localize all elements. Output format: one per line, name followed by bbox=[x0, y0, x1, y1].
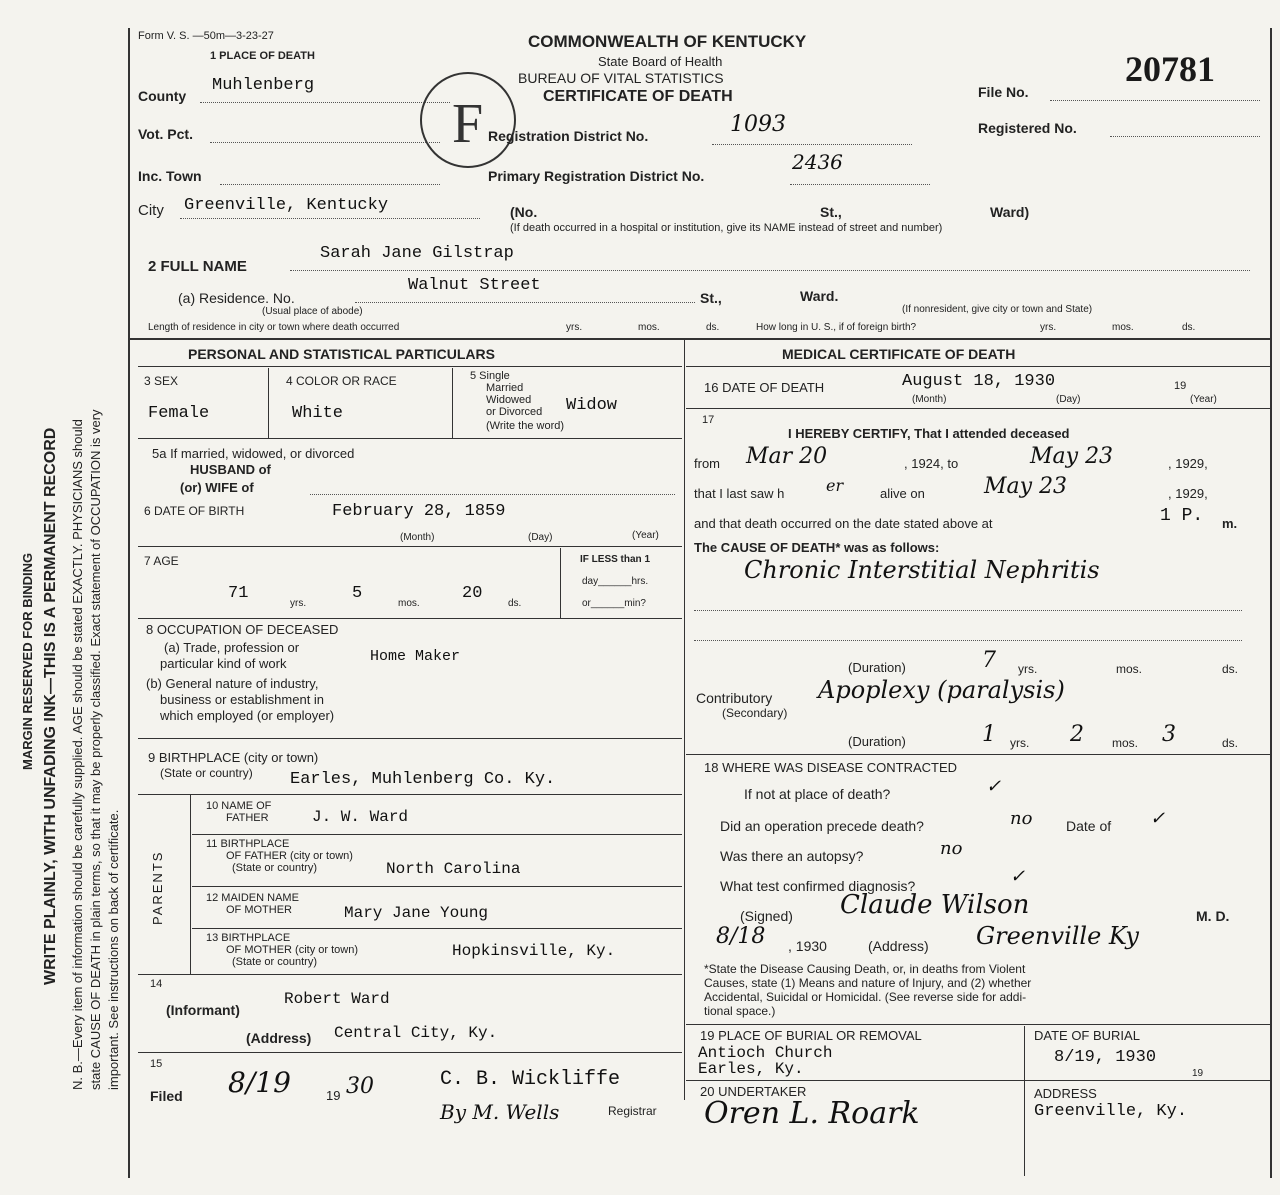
inc-town-label: Inc. Town bbox=[138, 168, 202, 184]
length-yrs: yrs. bbox=[566, 322, 583, 333]
father-label-2: FATHER bbox=[226, 812, 269, 824]
medical-heading: MEDICAL CERTIFICATE OF DEATH bbox=[782, 346, 1016, 362]
occupation-b1: (b) General nature of industry, bbox=[146, 676, 319, 691]
dob-year: (Year) bbox=[632, 530, 659, 541]
undertaker-address-value: Greenville, Ky. bbox=[1034, 1102, 1188, 1121]
day-hrs-label: day______hrs. bbox=[582, 576, 649, 587]
occurred-text: and that death occurred on the date stated above at bbox=[694, 516, 993, 531]
to-date-value: May 23 bbox=[1030, 444, 1114, 469]
to-year: , 1929, bbox=[1168, 456, 1208, 471]
length-ds: ds. bbox=[706, 322, 720, 333]
duration-2-label: (Duration) bbox=[848, 734, 906, 749]
margin-nb-line-1: N. B.—Every item of information should be carefully supplied. AGE should be stated EXACTLY. PHYSICIANS should bbox=[70, 419, 85, 1090]
burial-date-value: 8/19, 1930 bbox=[1054, 1048, 1157, 1067]
bureau-title: BUREAU OF VITAL STATISTICS bbox=[518, 70, 724, 86]
date-of-value: ✓ bbox=[1150, 808, 1166, 829]
father-name-value: J. W. Ward bbox=[312, 808, 409, 826]
sign-year: , 1930 bbox=[788, 938, 827, 954]
full-name-value: Sarah Jane Gilstrap bbox=[320, 244, 514, 263]
mother-name-value: Mary Jane Young bbox=[344, 904, 489, 922]
physician-address-value: Greenville Ky bbox=[976, 922, 1139, 950]
primary-reg-district-value: 2436 bbox=[792, 150, 843, 174]
marital-widowed: Widowed bbox=[486, 394, 532, 406]
file-no-label: File No. bbox=[978, 84, 1029, 100]
age-yrs-unit: yrs. bbox=[290, 598, 307, 609]
from-year: , 1924, to bbox=[904, 456, 959, 471]
contributory-value: Apoplexy (paralysis) bbox=[818, 676, 1065, 704]
registrar-by: By M. Wells bbox=[440, 1100, 560, 1124]
city-value: Greenville, Kentucky bbox=[184, 196, 389, 215]
duration-2-mos: mos. bbox=[1112, 736, 1139, 750]
last-saw-date-value: May 23 bbox=[984, 474, 1068, 499]
burial-place-value-2: Earles, Ky. bbox=[698, 1060, 804, 1078]
dob-label: 6 DATE OF BIRTH bbox=[144, 504, 245, 518]
age-months-value: 5 bbox=[352, 584, 363, 603]
father-bp-label-2: OF FATHER (city or town) bbox=[226, 850, 353, 862]
autopsy-value: no bbox=[940, 838, 963, 859]
contracted-label: 18 WHERE WAS DISEASE CONTRACTED bbox=[704, 760, 958, 775]
birthplace-value: Earles, Muhlenberg Co. Ky. bbox=[290, 770, 556, 789]
sex-label: 3 SEX bbox=[144, 374, 179, 388]
reg-district-value: 1093 bbox=[730, 112, 786, 137]
burial-19: 19 bbox=[1192, 1068, 1204, 1079]
dod-year: (Year) bbox=[1190, 394, 1217, 405]
marital-divorced: or Divorced bbox=[486, 406, 543, 418]
autopsy-label: Was there an autopsy? bbox=[720, 848, 864, 864]
occupation-a2: particular kind of work bbox=[160, 656, 287, 671]
father-bp-label-1: 11 BIRTHPLACE bbox=[206, 838, 290, 850]
mother-bp-label-3: (State or country) bbox=[232, 956, 317, 968]
registrar-label: Registrar bbox=[608, 1104, 657, 1118]
dod-day: (Day) bbox=[1056, 394, 1081, 405]
cause-label: The CAUSE OF DEATH* was as follows: bbox=[694, 540, 940, 555]
informant-value: Robert Ward bbox=[284, 990, 390, 1008]
city-label: City bbox=[138, 202, 164, 219]
marital-write-word: (Write the word) bbox=[486, 420, 565, 432]
dob-month: (Month) bbox=[400, 532, 435, 543]
spouse-label-3: (or) WIFE of bbox=[180, 480, 254, 495]
date-of-label: Date of bbox=[1066, 818, 1112, 834]
ward-label: Ward) bbox=[990, 204, 1030, 220]
age-label: 7 AGE bbox=[144, 554, 179, 568]
dod-19: 19 bbox=[1174, 380, 1187, 392]
mother-bp-label-1: 13 BIRTHPLACE bbox=[206, 932, 291, 944]
mother-birthplace-value: Hopkinsville, Ky. bbox=[452, 942, 616, 960]
dob-value: February 28, 1859 bbox=[332, 502, 506, 521]
age-mos-unit: mos. bbox=[398, 598, 420, 609]
filed-19: 19 bbox=[326, 1088, 341, 1103]
less-than-label: IF LESS than 1 bbox=[580, 554, 651, 565]
signed-label: (Signed) bbox=[740, 908, 793, 924]
mother-label-2: OF MOTHER bbox=[226, 904, 292, 916]
duration-2-yrs: yrs. bbox=[1010, 736, 1030, 750]
duration-1-yrs: yrs. bbox=[1018, 662, 1038, 676]
hospital-note: (If death occurred in a hospital or institution, give its NAME instead of street and number) bbox=[510, 222, 943, 234]
time-m: m. bbox=[1222, 516, 1238, 531]
duration-1-mos: mos. bbox=[1116, 662, 1143, 676]
informant-address-value: Central City, Ky. bbox=[334, 1024, 498, 1042]
test-value: ✓ bbox=[1010, 866, 1026, 887]
occupation-b2: business or establishment in bbox=[160, 692, 325, 707]
residence-ward-label: Ward. bbox=[800, 288, 839, 304]
father-label-1: 10 NAME OF bbox=[206, 800, 272, 812]
us-mos: mos. bbox=[1112, 322, 1134, 333]
board-title: State Board of Health bbox=[598, 54, 723, 69]
duration-1-years-value: 7 bbox=[982, 648, 996, 673]
spouse-label-2: HUSBAND of bbox=[190, 462, 271, 477]
father-bp-label-3: (State or country) bbox=[232, 862, 317, 874]
cert-num-17: 17 bbox=[702, 414, 715, 426]
occupation-value: Home Maker bbox=[370, 648, 461, 665]
burial-date-label: DATE OF BURIAL bbox=[1034, 1028, 1140, 1043]
certificate-title: CERTIFICATE OF DEATH bbox=[543, 88, 733, 105]
county-value: Muhlenberg bbox=[212, 76, 315, 95]
not-at-place-label: If not at place of death? bbox=[744, 786, 891, 802]
dod-month: (Month) bbox=[912, 394, 947, 405]
age-years-value: 71 bbox=[228, 584, 249, 603]
registered-no-label: Registered No. bbox=[978, 120, 1077, 136]
last-saw-year: , 1929, bbox=[1168, 486, 1208, 501]
occupation-a1: (a) Trade, profession or bbox=[164, 640, 300, 655]
spouse-label-1: 5a If married, widowed, or divorced bbox=[152, 446, 355, 461]
primary-reg-district-label: Primary Registration District No. bbox=[488, 168, 705, 184]
note-line-1: *State the Disease Causing Death, or, in deaths from Violent bbox=[704, 962, 1026, 976]
marital-value: Widow bbox=[566, 396, 618, 415]
color-value: White bbox=[292, 404, 344, 423]
duration-1-label: (Duration) bbox=[848, 660, 906, 675]
burial-place-value-1: Antioch Church bbox=[698, 1044, 833, 1062]
birthplace-state-label: (State or country) bbox=[160, 766, 253, 780]
filed-year-value: 30 bbox=[346, 1074, 374, 1099]
full-name-label: 2 FULL NAME bbox=[148, 258, 247, 275]
duration-2-ds: ds. bbox=[1222, 736, 1239, 750]
physician-signature: Claude Wilson bbox=[840, 890, 1030, 920]
no-label: (No. bbox=[510, 204, 538, 220]
cause-value: Chronic Interstitial Nephritis bbox=[744, 556, 1100, 584]
marital-single: 5 Single bbox=[470, 370, 510, 382]
from-label: from bbox=[694, 456, 720, 471]
note-line-2: Causes, state (1) Means and nature of Injury, and (2) whether bbox=[704, 976, 1032, 990]
marital-married: Married bbox=[486, 382, 524, 394]
informant-address-label: (Address) bbox=[246, 1030, 312, 1046]
residence-value: Walnut Street bbox=[408, 276, 541, 295]
age-ds-unit: ds. bbox=[508, 598, 522, 609]
dob-day: (Day) bbox=[528, 532, 553, 543]
test-label: What test confirmed diagnosis? bbox=[720, 878, 916, 894]
color-label: 4 COLOR OR RACE bbox=[286, 374, 397, 388]
occupation-label: 8 OCCUPATION OF DECEASED bbox=[146, 622, 339, 637]
st-label: St., bbox=[820, 204, 842, 220]
us-yrs: yrs. bbox=[1040, 322, 1057, 333]
last-saw-er: er bbox=[826, 476, 844, 495]
alive-on-label: alive on bbox=[880, 486, 925, 501]
last-saw-label: that I last saw h bbox=[694, 486, 785, 501]
operation-label: Did an operation precede death? bbox=[720, 818, 924, 834]
usual-place-note: (Usual place of abode) bbox=[262, 306, 363, 317]
secondary-label: (Secondary) bbox=[722, 706, 788, 720]
margin-reserved-text: MARGIN RESERVED FOR BINDING bbox=[20, 552, 35, 770]
age-days-value: 20 bbox=[462, 584, 483, 603]
county-label: County bbox=[138, 88, 187, 104]
us-ds: ds. bbox=[1182, 322, 1196, 333]
certify-text: I HEREBY CERTIFY, That I attended deceased bbox=[788, 426, 1070, 441]
how-long-label: How long in U. S., if of foreign birth? bbox=[756, 322, 917, 333]
filed-num: 15 bbox=[150, 1058, 163, 1070]
undertaker-label: 20 UNDERTAKER bbox=[700, 1084, 807, 1099]
form-id: Form V. S. —50m—3-23-27 bbox=[138, 30, 274, 42]
residence-label: (a) Residence. No. bbox=[178, 290, 295, 306]
time-value: 1 P. bbox=[1160, 506, 1204, 526]
sign-date-value: 8/18 bbox=[716, 924, 766, 949]
margin-nb-line-2: state CAUSE OF DEATH in plain terms, so that it may be properly classified. Exact statement of OCCUPATION is very bbox=[88, 409, 103, 1090]
note-line-3: Accidental, Suicidal or Homicidal. (See reverse side for addi- bbox=[704, 990, 1027, 1004]
mother-bp-label-2: OF MOTHER (city or town) bbox=[226, 944, 359, 956]
duration-1-ds: ds. bbox=[1222, 662, 1239, 676]
residence-st-label: St., bbox=[700, 290, 722, 306]
from-date-value: Mar 20 bbox=[746, 444, 828, 469]
contributory-label: Contributory bbox=[696, 690, 773, 706]
registrar-signature: C. B. Wickliffe bbox=[440, 1068, 621, 1091]
duration-2-years-value: 1 bbox=[982, 722, 996, 747]
or-min-label: or______min? bbox=[582, 598, 646, 609]
place-of-death-label: 1 PLACE OF DEATH bbox=[210, 50, 315, 62]
dod-label: 16 DATE OF DEATH bbox=[704, 380, 825, 395]
length-residence-label: Length of residence in city or town where death occurred bbox=[148, 322, 400, 333]
sex-value: Female bbox=[148, 404, 210, 423]
birthplace-label: 9 BIRTHPLACE (city or town) bbox=[148, 750, 319, 765]
parents-label: PARENTS bbox=[150, 850, 165, 925]
stamp-letter: F bbox=[452, 93, 484, 155]
mother-label-1: 12 MAIDEN NAME bbox=[206, 892, 299, 904]
note-line-4: tional space.) bbox=[704, 1004, 776, 1018]
not-at-place-value: ✓ bbox=[986, 776, 1002, 797]
informant-num: 14 bbox=[150, 978, 163, 990]
duration-2-months-value: 2 bbox=[1070, 722, 1084, 747]
informant-label: (Informant) bbox=[166, 1002, 240, 1018]
occupation-b3: which employed (or employer) bbox=[160, 708, 335, 723]
undertaker-signature: Oren L. Roark bbox=[704, 1096, 920, 1131]
md-label: M. D. bbox=[1196, 908, 1230, 924]
reg-district-label: Registration District No. bbox=[488, 128, 649, 144]
state-title: COMMONWEALTH OF KENTUCKY bbox=[528, 32, 807, 51]
margin-nb-line-3: important. See instructions on back of certificate. bbox=[106, 809, 121, 1090]
burial-place-label: 19 PLACE OF BURIAL OR REMOVAL bbox=[700, 1028, 922, 1043]
dod-value: August 18, 1930 bbox=[902, 372, 1056, 391]
filed-label: Filed bbox=[150, 1088, 183, 1104]
undertaker-address-label: ADDRESS bbox=[1034, 1086, 1097, 1101]
vot-pct-label: Vot. Pct. bbox=[138, 126, 193, 142]
father-birthplace-value: North Carolina bbox=[386, 860, 521, 878]
file-number: 20781 bbox=[1125, 49, 1215, 89]
nonresident-note: (If nonresident, give city or town and State) bbox=[902, 304, 1093, 315]
duration-2-days-value: 3 bbox=[1162, 722, 1176, 747]
physician-address-label: (Address) bbox=[868, 938, 929, 954]
filed-date-value: 8/19 bbox=[228, 1066, 291, 1099]
operation-value: no bbox=[1010, 808, 1033, 829]
length-mos: mos. bbox=[638, 322, 660, 333]
personal-heading: PERSONAL AND STATISTICAL PARTICULARS bbox=[188, 346, 495, 362]
margin-write-plainly-text: WRITE PLAINLY, WITH UNFADING INK—THIS IS A PERMANENT RECORD bbox=[42, 427, 59, 985]
